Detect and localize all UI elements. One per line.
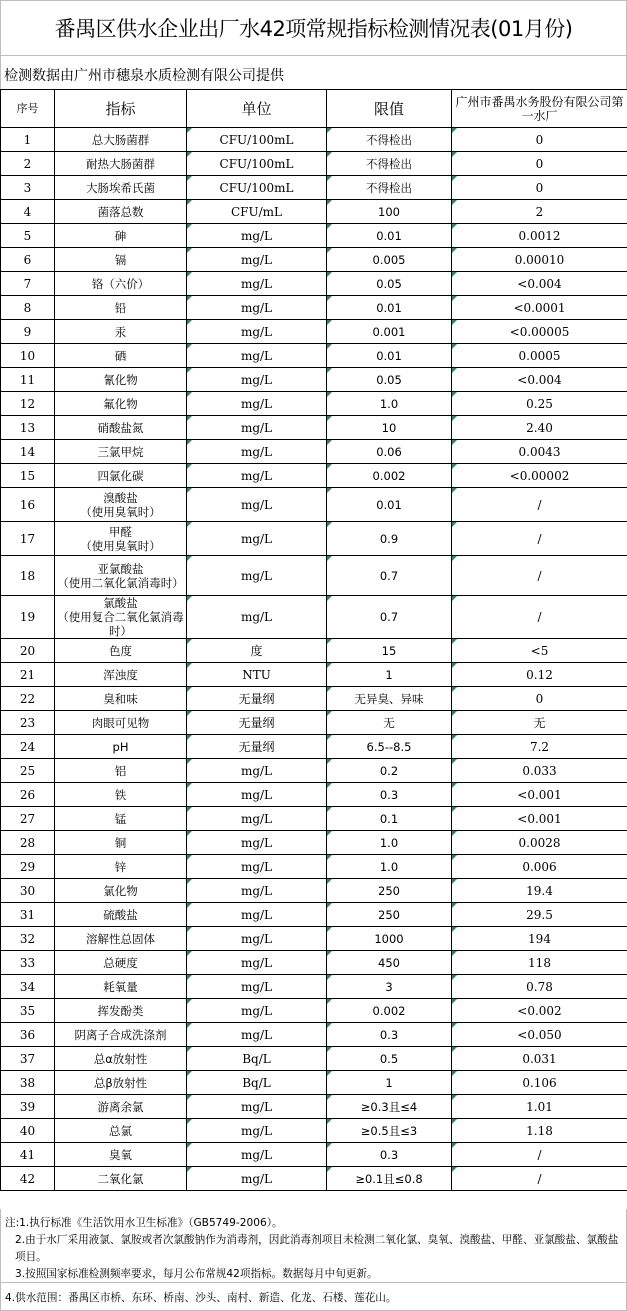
row-indicator: 硒 — [55, 344, 187, 368]
row-result: <0.001 — [452, 807, 627, 831]
row-unit: CFU/100mL — [187, 176, 327, 200]
row-index: 2 — [1, 152, 55, 176]
row-result: 1.01 — [452, 1095, 627, 1119]
table-row — [1, 975, 627, 999]
row-result: <0.0001 — [452, 296, 627, 320]
row-result: 0.0043 — [452, 440, 627, 464]
row-limit: 无 — [327, 711, 452, 735]
row-indicator: 硫酸盐 — [55, 903, 187, 927]
row-result: 2.40 — [452, 416, 627, 440]
table-row — [1, 176, 627, 200]
row-index: 18 — [1, 556, 55, 596]
row-unit: mg/L — [187, 488, 327, 522]
row-result: 0.0028 — [452, 831, 627, 855]
row-result: <5 — [452, 639, 627, 663]
row-unit: mg/L — [187, 1095, 327, 1119]
data-source-line: 检测数据由广州市穗泉水质检测有限公司提供 — [0, 56, 627, 89]
table-row — [1, 687, 627, 711]
row-index: 13 — [1, 416, 55, 440]
row-index: 30 — [1, 879, 55, 903]
row-unit: mg/L — [187, 556, 327, 596]
row-index: 17 — [1, 522, 55, 556]
row-limit: 0.7 — [327, 596, 452, 639]
row-limit: 0.01 — [327, 224, 452, 248]
row-indicator: 总大肠菌群 — [55, 128, 187, 152]
row-index: 22 — [1, 687, 55, 711]
row-limit: 不得检出 — [327, 152, 452, 176]
header-water-plant: 广州市番禺水务股份有限公司第一水厂 — [452, 90, 627, 128]
table-header-row — [1, 90, 627, 128]
row-unit: CFU/100mL — [187, 128, 327, 152]
table-row — [1, 831, 627, 855]
row-unit: 无量纲 — [187, 711, 327, 735]
row-index: 42 — [1, 1167, 55, 1191]
table-row — [1, 368, 627, 392]
row-indicator: 色度 — [55, 639, 187, 663]
row-unit: mg/L — [187, 596, 327, 639]
row-limit: 无异臭、异味 — [327, 687, 452, 711]
row-result: <0.00002 — [452, 464, 627, 488]
row-unit: Bq/L — [187, 1047, 327, 1071]
row-result: 0.031 — [452, 1047, 627, 1071]
table-row — [1, 596, 627, 639]
row-indicator: 镉 — [55, 248, 187, 272]
row-unit: mg/L — [187, 975, 327, 999]
row-limit: 1.0 — [327, 855, 452, 879]
row-result: 0.033 — [452, 759, 627, 783]
row-unit: CFU/100mL — [187, 152, 327, 176]
row-result: 0 — [452, 176, 627, 200]
row-indicator: 肉眼可见物 — [55, 711, 187, 735]
row-unit: mg/L — [187, 903, 327, 927]
row-limit: 0.1 — [327, 807, 452, 831]
row-limit: 0.01 — [327, 488, 452, 522]
note-item: 注:1.执行标准《生活饮用水卫生标准》（GB5749-2006）。 — [5, 1217, 283, 1229]
row-index: 39 — [1, 1095, 55, 1119]
row-unit: mg/L — [187, 1023, 327, 1047]
row-index: 15 — [1, 464, 55, 488]
table-row — [1, 879, 627, 903]
row-index: 8 — [1, 296, 55, 320]
row-result: 0.00010 — [452, 248, 627, 272]
row-limit: 10 — [327, 416, 452, 440]
row-result: 1.18 — [452, 1119, 627, 1143]
row-indicator: 耗氧量 — [55, 975, 187, 999]
table-row — [1, 128, 627, 152]
row-index: 24 — [1, 735, 55, 759]
row-indicator: 铬（六价） — [55, 272, 187, 296]
row-limit: 0.05 — [327, 272, 452, 296]
row-limit: 100 — [327, 200, 452, 224]
row-limit: 1.0 — [327, 392, 452, 416]
row-unit: NTU — [187, 663, 327, 687]
row-index: 16 — [1, 488, 55, 522]
row-indicator: 臭和味 — [55, 687, 187, 711]
row-limit: 1000 — [327, 927, 452, 951]
row-indicator: 耐热大肠菌群 — [55, 152, 187, 176]
table-row — [1, 759, 627, 783]
table-row — [1, 464, 627, 488]
table-row — [1, 272, 627, 296]
row-index: 6 — [1, 248, 55, 272]
indicator-table — [0, 89, 627, 1191]
table-row — [1, 783, 627, 807]
row-indicator: 亚氯酸盐 （使用二氧化氯消毒时） — [55, 556, 187, 596]
row-indicator: 浑浊度 — [55, 663, 187, 687]
row-index: 29 — [1, 855, 55, 879]
row-result: 118 — [452, 951, 627, 975]
row-indicator: 总氯 — [55, 1119, 187, 1143]
row-index: 37 — [1, 1047, 55, 1071]
row-limit: ≥0.5且≤3 — [327, 1119, 452, 1143]
row-indicator: 溶解性总固体 — [55, 927, 187, 951]
row-indicator: 氯酸盐 （使用复合二氧化氯消毒时） — [55, 596, 187, 639]
row-unit: mg/L — [187, 927, 327, 951]
row-limit: ≥0.1且≤0.8 — [327, 1167, 452, 1191]
row-unit: mg/L — [187, 464, 327, 488]
row-index: 14 — [1, 440, 55, 464]
row-unit: 度 — [187, 639, 327, 663]
row-result: 0.78 — [452, 975, 627, 999]
table-row — [1, 903, 627, 927]
row-indicator: 锰 — [55, 807, 187, 831]
table-row — [1, 1143, 627, 1167]
row-index: 28 — [1, 831, 55, 855]
table-row — [1, 807, 627, 831]
table-row — [1, 1023, 627, 1047]
row-index: 27 — [1, 807, 55, 831]
row-index: 1 — [1, 128, 55, 152]
row-unit: mg/L — [187, 759, 327, 783]
row-indicator: 四氯化碳 — [55, 464, 187, 488]
row-unit: mg/L — [187, 272, 327, 296]
table-row — [1, 1095, 627, 1119]
row-unit: mg/L — [187, 855, 327, 879]
row-unit: mg/L — [187, 416, 327, 440]
row-result: 29.5 — [452, 903, 627, 927]
row-index: 33 — [1, 951, 55, 975]
table-row — [1, 248, 627, 272]
row-limit: 0.3 — [327, 1023, 452, 1047]
row-indicator: 锌 — [55, 855, 187, 879]
row-indicator: 铜 — [55, 831, 187, 855]
notes-section — [0, 1209, 627, 1282]
row-indicator: 挥发酚类 — [55, 999, 187, 1023]
row-indicator: 阴离子合成洗涤剂 — [55, 1023, 187, 1047]
row-indicator: 砷 — [55, 224, 187, 248]
row-unit: mg/L — [187, 392, 327, 416]
header-indicator: 指标 — [55, 90, 187, 128]
row-index: 11 — [1, 368, 55, 392]
row-result: <0.002 — [452, 999, 627, 1023]
row-indicator: pH — [55, 735, 187, 759]
row-result: 0 — [452, 687, 627, 711]
row-limit: 15 — [327, 639, 452, 663]
row-result: / — [452, 1143, 627, 1167]
row-limit: 0.01 — [327, 296, 452, 320]
row-result: 0.12 — [452, 663, 627, 687]
row-indicator: 游离余氯 — [55, 1095, 187, 1119]
row-result: / — [452, 488, 627, 522]
header-index: 序号 — [1, 90, 55, 128]
row-indicator: 三氯甲烷 — [55, 440, 187, 464]
row-unit: Bq/L — [187, 1071, 327, 1095]
row-limit: 0.01 — [327, 344, 452, 368]
table-row — [1, 855, 627, 879]
row-limit: 1 — [327, 1071, 452, 1095]
row-limit: 3 — [327, 975, 452, 999]
row-index: 4 — [1, 200, 55, 224]
row-index: 26 — [1, 783, 55, 807]
table-row — [1, 1047, 627, 1071]
row-result: 0 — [452, 128, 627, 152]
row-indicator: 硝酸盐氮 — [55, 416, 187, 440]
row-indicator: 大肠埃希氏菌 — [55, 176, 187, 200]
table-row — [1, 1167, 627, 1191]
table-row — [1, 200, 627, 224]
row-result: 0.25 — [452, 392, 627, 416]
row-index: 38 — [1, 1071, 55, 1095]
row-indicator: 氰化物 — [55, 368, 187, 392]
row-index: 19 — [1, 596, 55, 639]
row-result: <0.050 — [452, 1023, 627, 1047]
row-limit: 0.05 — [327, 368, 452, 392]
row-limit: 不得检出 — [327, 176, 452, 200]
row-index: 12 — [1, 392, 55, 416]
row-unit: mg/L — [187, 831, 327, 855]
row-index: 23 — [1, 711, 55, 735]
row-index: 25 — [1, 759, 55, 783]
row-unit: mg/L — [187, 1119, 327, 1143]
header-unit: 单位 — [187, 90, 327, 128]
row-result: 0.0012 — [452, 224, 627, 248]
row-unit: mg/L — [187, 522, 327, 556]
row-limit: 450 — [327, 951, 452, 975]
row-limit: 不得检出 — [327, 128, 452, 152]
row-limit: 250 — [327, 903, 452, 927]
row-unit: mg/L — [187, 320, 327, 344]
row-unit: CFU/mL — [187, 200, 327, 224]
row-unit: mg/L — [187, 368, 327, 392]
row-index: 35 — [1, 999, 55, 1023]
row-index: 40 — [1, 1119, 55, 1143]
row-unit: mg/L — [187, 296, 327, 320]
row-limit: 0.06 — [327, 440, 452, 464]
row-indicator: 铝 — [55, 759, 187, 783]
row-result: <0.004 — [452, 368, 627, 392]
row-result: <0.00005 — [452, 320, 627, 344]
row-limit: 250 — [327, 879, 452, 903]
row-limit: ≥0.3且≤4 — [327, 1095, 452, 1119]
row-result: 194 — [452, 927, 627, 951]
row-result: <0.001 — [452, 783, 627, 807]
row-limit: 0.005 — [327, 248, 452, 272]
row-limit: 0.2 — [327, 759, 452, 783]
row-index: 31 — [1, 903, 55, 927]
row-result: 2 — [452, 200, 627, 224]
table-row — [1, 224, 627, 248]
row-unit: mg/L — [187, 440, 327, 464]
row-result: 0.106 — [452, 1071, 627, 1095]
row-index: 41 — [1, 1143, 55, 1167]
row-unit: mg/L — [187, 951, 327, 975]
row-index: 5 — [1, 224, 55, 248]
table-row — [1, 488, 627, 522]
row-limit: 0.002 — [327, 464, 452, 488]
row-limit: 0.9 — [327, 522, 452, 556]
row-indicator: 氟化物 — [55, 392, 187, 416]
row-unit: 无量纲 — [187, 735, 327, 759]
row-index: 20 — [1, 639, 55, 663]
table-row — [1, 416, 627, 440]
row-limit: 0.3 — [327, 783, 452, 807]
row-unit: mg/L — [187, 783, 327, 807]
supply-scope: 4.供水范围：番禺区市桥、东环、桥南、沙头、南村、新造、化龙、石楼、莲花山。 — [0, 1282, 627, 1311]
row-index: 3 — [1, 176, 55, 200]
table-row — [1, 344, 627, 368]
row-index: 7 — [1, 272, 55, 296]
table-row — [1, 392, 627, 416]
row-index: 36 — [1, 1023, 55, 1047]
header-limit: 限值 — [327, 90, 452, 128]
table-row — [1, 522, 627, 556]
row-unit: mg/L — [187, 879, 327, 903]
row-result: 7.2 — [452, 735, 627, 759]
row-indicator: 铅 — [55, 296, 187, 320]
table-row — [1, 556, 627, 596]
row-unit: mg/L — [187, 224, 327, 248]
row-limit: 0.5 — [327, 1047, 452, 1071]
table-row — [1, 735, 627, 759]
row-result: <0.004 — [452, 272, 627, 296]
row-indicator: 菌落总数 — [55, 200, 187, 224]
row-limit: 0.3 — [327, 1143, 452, 1167]
row-index: 9 — [1, 320, 55, 344]
row-indicator: 氯化物 — [55, 879, 187, 903]
table-row — [1, 951, 627, 975]
table-row — [1, 296, 627, 320]
row-unit: mg/L — [187, 344, 327, 368]
row-result: 0.006 — [452, 855, 627, 879]
table-row — [1, 440, 627, 464]
row-result: 0 — [452, 152, 627, 176]
row-index: 32 — [1, 927, 55, 951]
table-row — [1, 927, 627, 951]
row-result: / — [452, 522, 627, 556]
table-row — [1, 1119, 627, 1143]
row-index: 34 — [1, 975, 55, 999]
row-limit: 1 — [327, 663, 452, 687]
row-indicator: 总α放射性 — [55, 1047, 187, 1071]
row-limit: 0.002 — [327, 999, 452, 1023]
row-indicator: 总β放射性 — [55, 1071, 187, 1095]
row-result: / — [452, 1167, 627, 1191]
row-unit: mg/L — [187, 1167, 327, 1191]
note-item: 2.由于水厂采用液氯、氯胺或者次氯酸钠作为消毒剂，因此消毒剂项目未检测二氧化氯、臭氧、溴酸盐、甲醛、亚氯酸盐、氯酸盐项目。 — [15, 1234, 619, 1263]
table-row — [1, 320, 627, 344]
row-index: 10 — [1, 344, 55, 368]
row-limit: 6.5--8.5 — [327, 735, 452, 759]
row-indicator: 臭氧 — [55, 1143, 187, 1167]
row-result: 19.4 — [452, 879, 627, 903]
table-row — [1, 152, 627, 176]
table-row — [1, 999, 627, 1023]
row-indicator: 甲醛 （使用臭氧时） — [55, 522, 187, 556]
row-result: 0.0005 — [452, 344, 627, 368]
row-index: 21 — [1, 663, 55, 687]
row-indicator: 总硬度 — [55, 951, 187, 975]
row-indicator: 汞 — [55, 320, 187, 344]
row-unit: mg/L — [187, 248, 327, 272]
table-row — [1, 711, 627, 735]
table-row — [1, 663, 627, 687]
row-indicator: 铁 — [55, 783, 187, 807]
row-unit: mg/L — [187, 1143, 327, 1167]
page-title: 番禺区供水企业出厂水42项常规指标检测情况表(01月份) — [0, 0, 627, 56]
row-limit: 1.0 — [327, 831, 452, 855]
row-limit: 0.001 — [327, 320, 452, 344]
row-unit: mg/L — [187, 999, 327, 1023]
row-result: / — [452, 556, 627, 596]
row-result: 无 — [452, 711, 627, 735]
row-result: / — [452, 596, 627, 639]
row-indicator: 二氧化氯 — [55, 1167, 187, 1191]
row-unit: mg/L — [187, 807, 327, 831]
row-indicator: 溴酸盐 （使用臭氧时） — [55, 488, 187, 522]
row-unit: 无量纲 — [187, 687, 327, 711]
note-item: 3.按照国家标准检测频率要求，每月公布常规42项指标。数据每月中旬更新。 — [15, 1268, 378, 1280]
table-row — [1, 639, 627, 663]
table-row — [1, 1071, 627, 1095]
row-limit: 0.7 — [327, 556, 452, 596]
